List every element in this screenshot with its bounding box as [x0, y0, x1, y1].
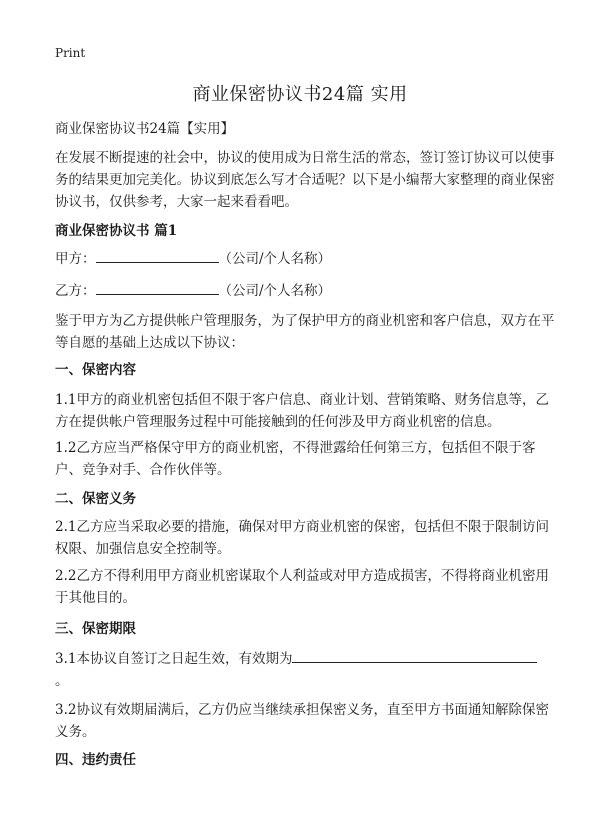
section-title: 商业保密协议书 篇1: [55, 223, 178, 239]
clause-3-1-text: 3.1本协议自签订之日起生效，有效期为: [55, 651, 293, 667]
party-b-suffix: （公司/个人名称）: [218, 283, 332, 299]
heading-liability: 四、违约责任: [55, 752, 136, 768]
party-b-line: [55, 280, 555, 302]
party-a-suffix: （公司/个人名称）: [218, 251, 332, 267]
heading-confidential-obligations: 二、保密义务: [55, 491, 136, 507]
print-link[interactable]: Print: [55, 46, 86, 60]
heading-confidential-content: 一、保密内容: [55, 362, 136, 378]
clause-2-2: 2.2乙方不得利用甲方商业机密谋取个人利益或对甲方造成损害，不得将商业机密用于其他目的。: [55, 568, 549, 606]
party-b-blank: [96, 280, 219, 295]
document-subtitle: 商业保密协议书24篇【实用】: [55, 121, 235, 137]
heading-confidential-term: 三、保密期限: [55, 621, 136, 637]
party-a-line: [55, 248, 555, 270]
clause-1-1: 1.1甲方的商业机密包括但不限于客户信息、商业计划、营销策略、财务信息等，乙方在提供帐户管理服务过程中可能接触到的任何涉及甲方商业机密的信息。: [55, 392, 549, 430]
clause-3-1: [55, 648, 555, 692]
party-a-blank: [96, 248, 219, 263]
clause-1-2: 1.2乙方应当严格保守甲方的商业机密，不得泄露给任何第三方，包括但不限于客户、竞争对手、合作伙伴等。: [55, 440, 536, 478]
term-blank: [292, 648, 537, 663]
intro-paragraph: 在发展不断提速的社会中，协议的使用成为日常生活的常态，签订签订协议可以使事务的结果更加完美化。协议到底怎么写才合适呢？以下是小编帮大家整理的商业保密协议书，仅供参考，大家一起来看看吧。: [55, 150, 555, 210]
clause-3-2: 3.2协议有效期届满后，乙方仍应当继续承担保密义务，直至甲方书面通知解除保密义务。: [55, 702, 549, 740]
party-b-label: 乙方：: [55, 283, 96, 299]
page-title: 商业保密协议书24篇 实用: [192, 84, 408, 105]
clause-3-1-end: 。: [55, 673, 69, 689]
party-a-label: 甲方：: [55, 251, 96, 267]
clause-2-1: 2.1乙方应当采取必要的措施，确保对甲方商业机密的保密，包括但不限于限制访问权限、加强信息安全控制等。: [55, 519, 549, 557]
preamble-paragraph: 鉴于甲方为乙方提供帐户管理服务，为了保护甲方的商业机密和客户信息，双方在平等自愿的基础上达成以下协议：: [55, 313, 555, 351]
